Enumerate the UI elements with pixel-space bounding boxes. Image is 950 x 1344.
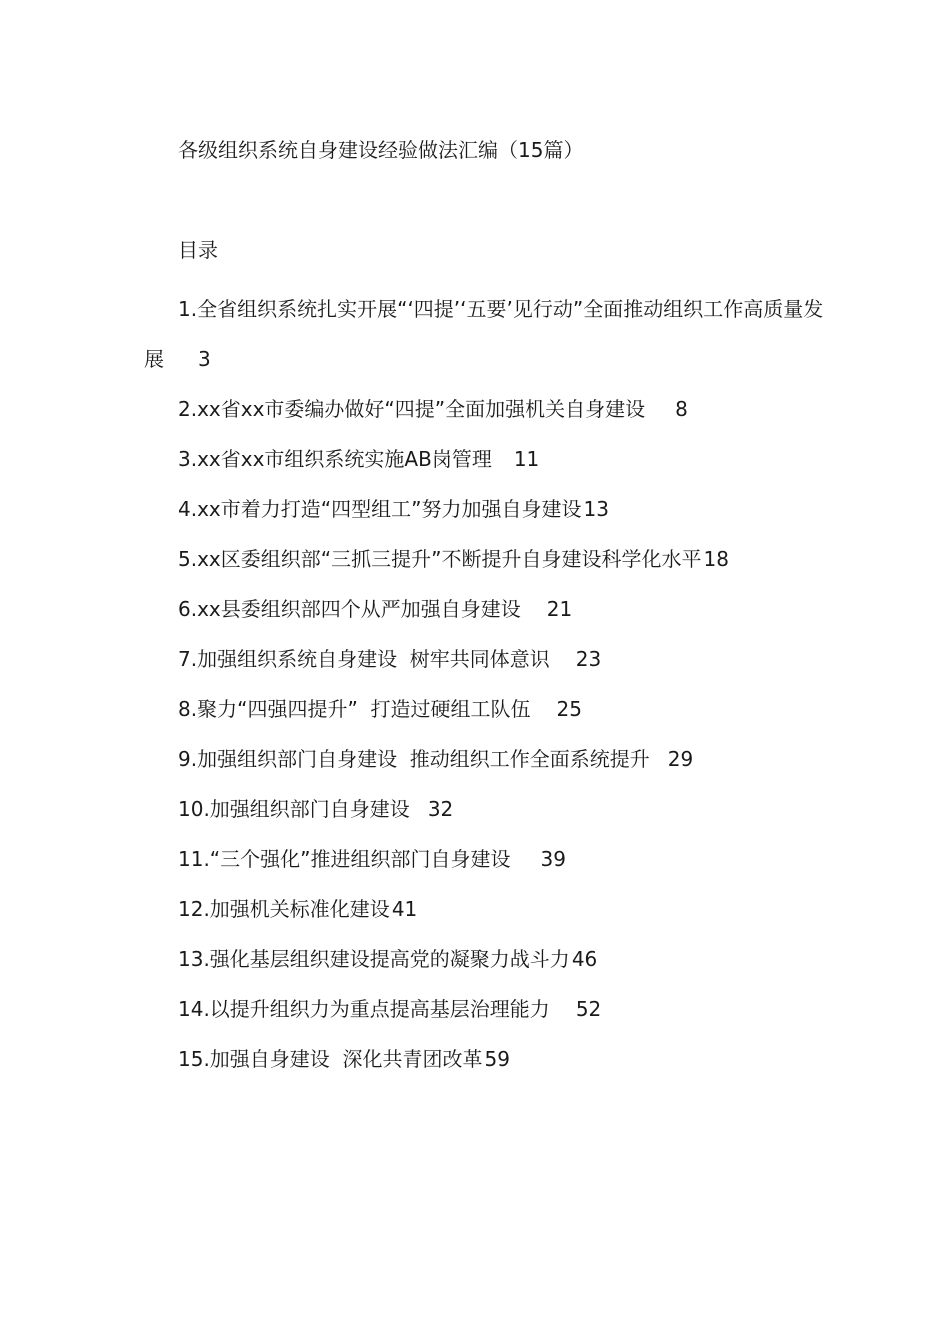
toc-entry[interactable] [144,484,824,534]
toc-entry-page: 18 [703,547,729,571]
toc-entry-title: 11.“三个强化”推进组织部门自身建设 [178,847,511,871]
toc-entry[interactable] [144,834,824,884]
table-of-contents [144,284,824,1084]
toc-entry[interactable] [144,984,824,1034]
toc-heading: 目录 [178,238,218,262]
toc-entry[interactable] [144,434,824,484]
toc-entry-title: 14.以提升组织力为重点提高基层治理能力 [178,997,550,1021]
toc-entry-page: 21 [546,597,573,621]
toc-entry-title: 15.加强自身建设 深化共青团改革 [178,1047,483,1071]
toc-entry[interactable] [144,884,824,934]
toc-entry-title: 2.xx省xx市委编办做好“四提”全面加强机关自身建设 [178,397,646,421]
toc-entry-page: 41 [391,897,418,921]
toc-entry-page: 8 [675,397,688,421]
toc-entry[interactable] [144,1034,824,1084]
toc-entry-title: 6.xx县委组织部四个从严加强自身建设 [178,597,521,621]
toc-entry-page: 13 [583,497,609,521]
toc-entry-page: 59 [484,1047,510,1071]
toc-entry-page: 46 [571,947,598,971]
toc-entry-page: 3 [198,347,211,371]
toc-entry-title: 8.聚力“四强四提升” 打造过硬组工队伍 [178,697,531,721]
toc-entry-page: 25 [556,697,582,721]
toc-entry[interactable] [144,634,824,684]
toc-entry[interactable] [144,684,824,734]
toc-entry[interactable] [144,384,824,434]
toc-entry[interactable] [144,784,824,834]
toc-entry[interactable] [144,284,824,384]
document-title: 各级组织系统自身建设经验做法汇编（15篇） [178,138,584,162]
toc-entry-title: 1.全省组织系统扎实开展“‘四提’‘五要’见行动”全面推动组织工作高质量发展 [144,297,824,371]
toc-entry[interactable] [144,534,824,584]
toc-entry-title: 9.加强组织部门自身建设 推动组织工作全面系统提升 [178,747,650,771]
toc-entry-page: 32 [427,797,454,821]
toc-entry-title: 13.强化基层组织建设提高党的凝聚力战斗力 [178,947,570,971]
toc-entry-page: 23 [575,647,602,671]
toc-entry-title: 10.加强组织部门自身建设 [178,797,410,821]
toc-entry-title: 7.加强组织系统自身建设 树牢共同体意识 [178,647,550,671]
toc-entry-page: 39 [540,847,566,871]
toc-entry-title: 12.加强机关标准化建设 [178,897,390,921]
toc-entry[interactable] [144,734,824,784]
toc-entry[interactable] [144,934,824,984]
toc-entry-page: 29 [667,747,694,771]
toc-entry-page: 52 [575,997,602,1021]
toc-entry-page: 11 [513,447,540,471]
toc-entry-title: 3.xx省xx市组织系统实施AB岗管理 [178,447,492,471]
toc-entry[interactable] [144,584,824,634]
toc-entry-title: 4.xx市着力打造“四型组工”努力加强自身建设 [178,497,582,521]
toc-entry-title: 5.xx区委组织部“三抓三提升”不断提升自身建设科学化水平 [178,547,702,571]
